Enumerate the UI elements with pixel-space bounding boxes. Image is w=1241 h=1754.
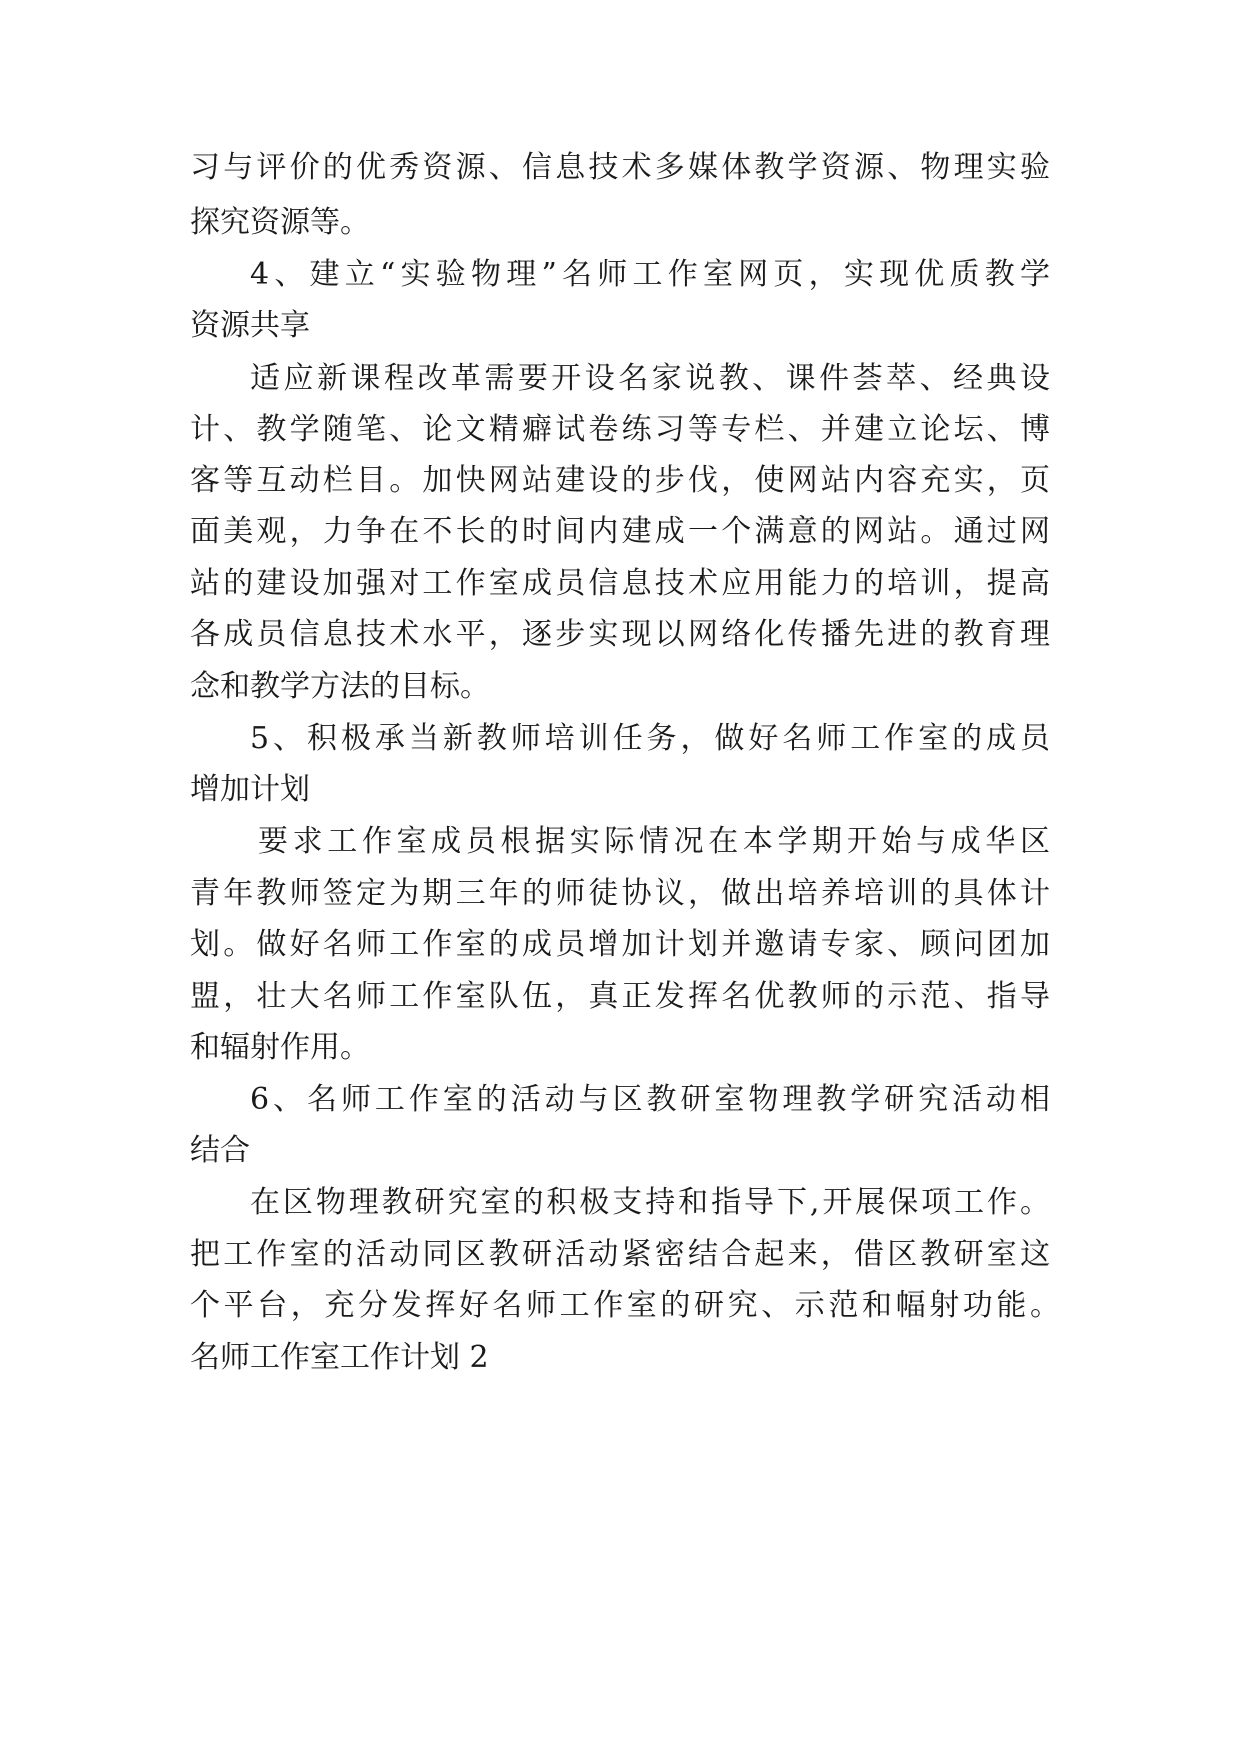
text-line: 青年教师签定为期三年的师徒协议，做出培养培训的具体计	[190, 876, 1050, 911]
text-line: 站的建设加强对工作室成员信息技术应用能力的培训，提高	[190, 566, 1050, 601]
text-line: 和辐射作用。	[190, 1030, 370, 1065]
text-line: 盟，壮大名师工作室队伍，真正发挥名优教师的示范、指导	[190, 979, 1050, 1014]
document-title: 名师工作室工作计划 2	[190, 1340, 489, 1375]
text-line: 要求工作室成员根据实际情况在本学期开始与成华区	[258, 824, 1050, 859]
text-line: 念和教学方法的目标。	[190, 669, 490, 704]
section-heading: 增加计划	[190, 772, 310, 807]
section-heading: 6、名师工作室的活动与区教研室物理教学研究活动相	[250, 1082, 1050, 1117]
text-line: 各成员信息技术水平，逐步实现以网络化传播先进的教育理	[190, 617, 1050, 652]
section-heading: 5、积极承当新教师培训任务，做好名师工作室的成员	[250, 721, 1050, 756]
text-line: 探究资源等。	[190, 205, 370, 240]
text-line: 客等互动栏目。加快网站建设的步伐，使网站内容充实，页	[190, 463, 1050, 498]
text-line: 把工作室的活动同区教研活动紧密结合起来，借区教研室这	[190, 1237, 1050, 1272]
text-line: 习与评价的优秀资源、信息技术多媒体教学资源、物理实验	[190, 150, 1050, 185]
text-line: 划。做好名师工作室的成员增加计划并邀请专家、顾问团加	[190, 927, 1050, 962]
text-line: 面美观，力争在不长的时间内建成一个满意的网站。通过网	[190, 514, 1050, 549]
section-heading: 资源共享	[190, 308, 310, 343]
text-line: 个平台，充分发挥好名师工作室的研究、示范和幅射功能。	[190, 1288, 1060, 1323]
section-heading: 结合	[190, 1133, 250, 1168]
section-heading: 4、建立“实验物理”名师工作室网页，实现优质教学	[250, 257, 1050, 292]
text-line: 在区物理教研究室的积极支持和指导下,开展保项工作。	[250, 1185, 1050, 1220]
text-line: 计、教学随笔、论文精癖试卷练习等专栏、并建立论坛、博	[190, 412, 1050, 447]
text-line: 适应新课程改革需要开设名家说教、课件荟萃、经典设	[250, 361, 1050, 396]
